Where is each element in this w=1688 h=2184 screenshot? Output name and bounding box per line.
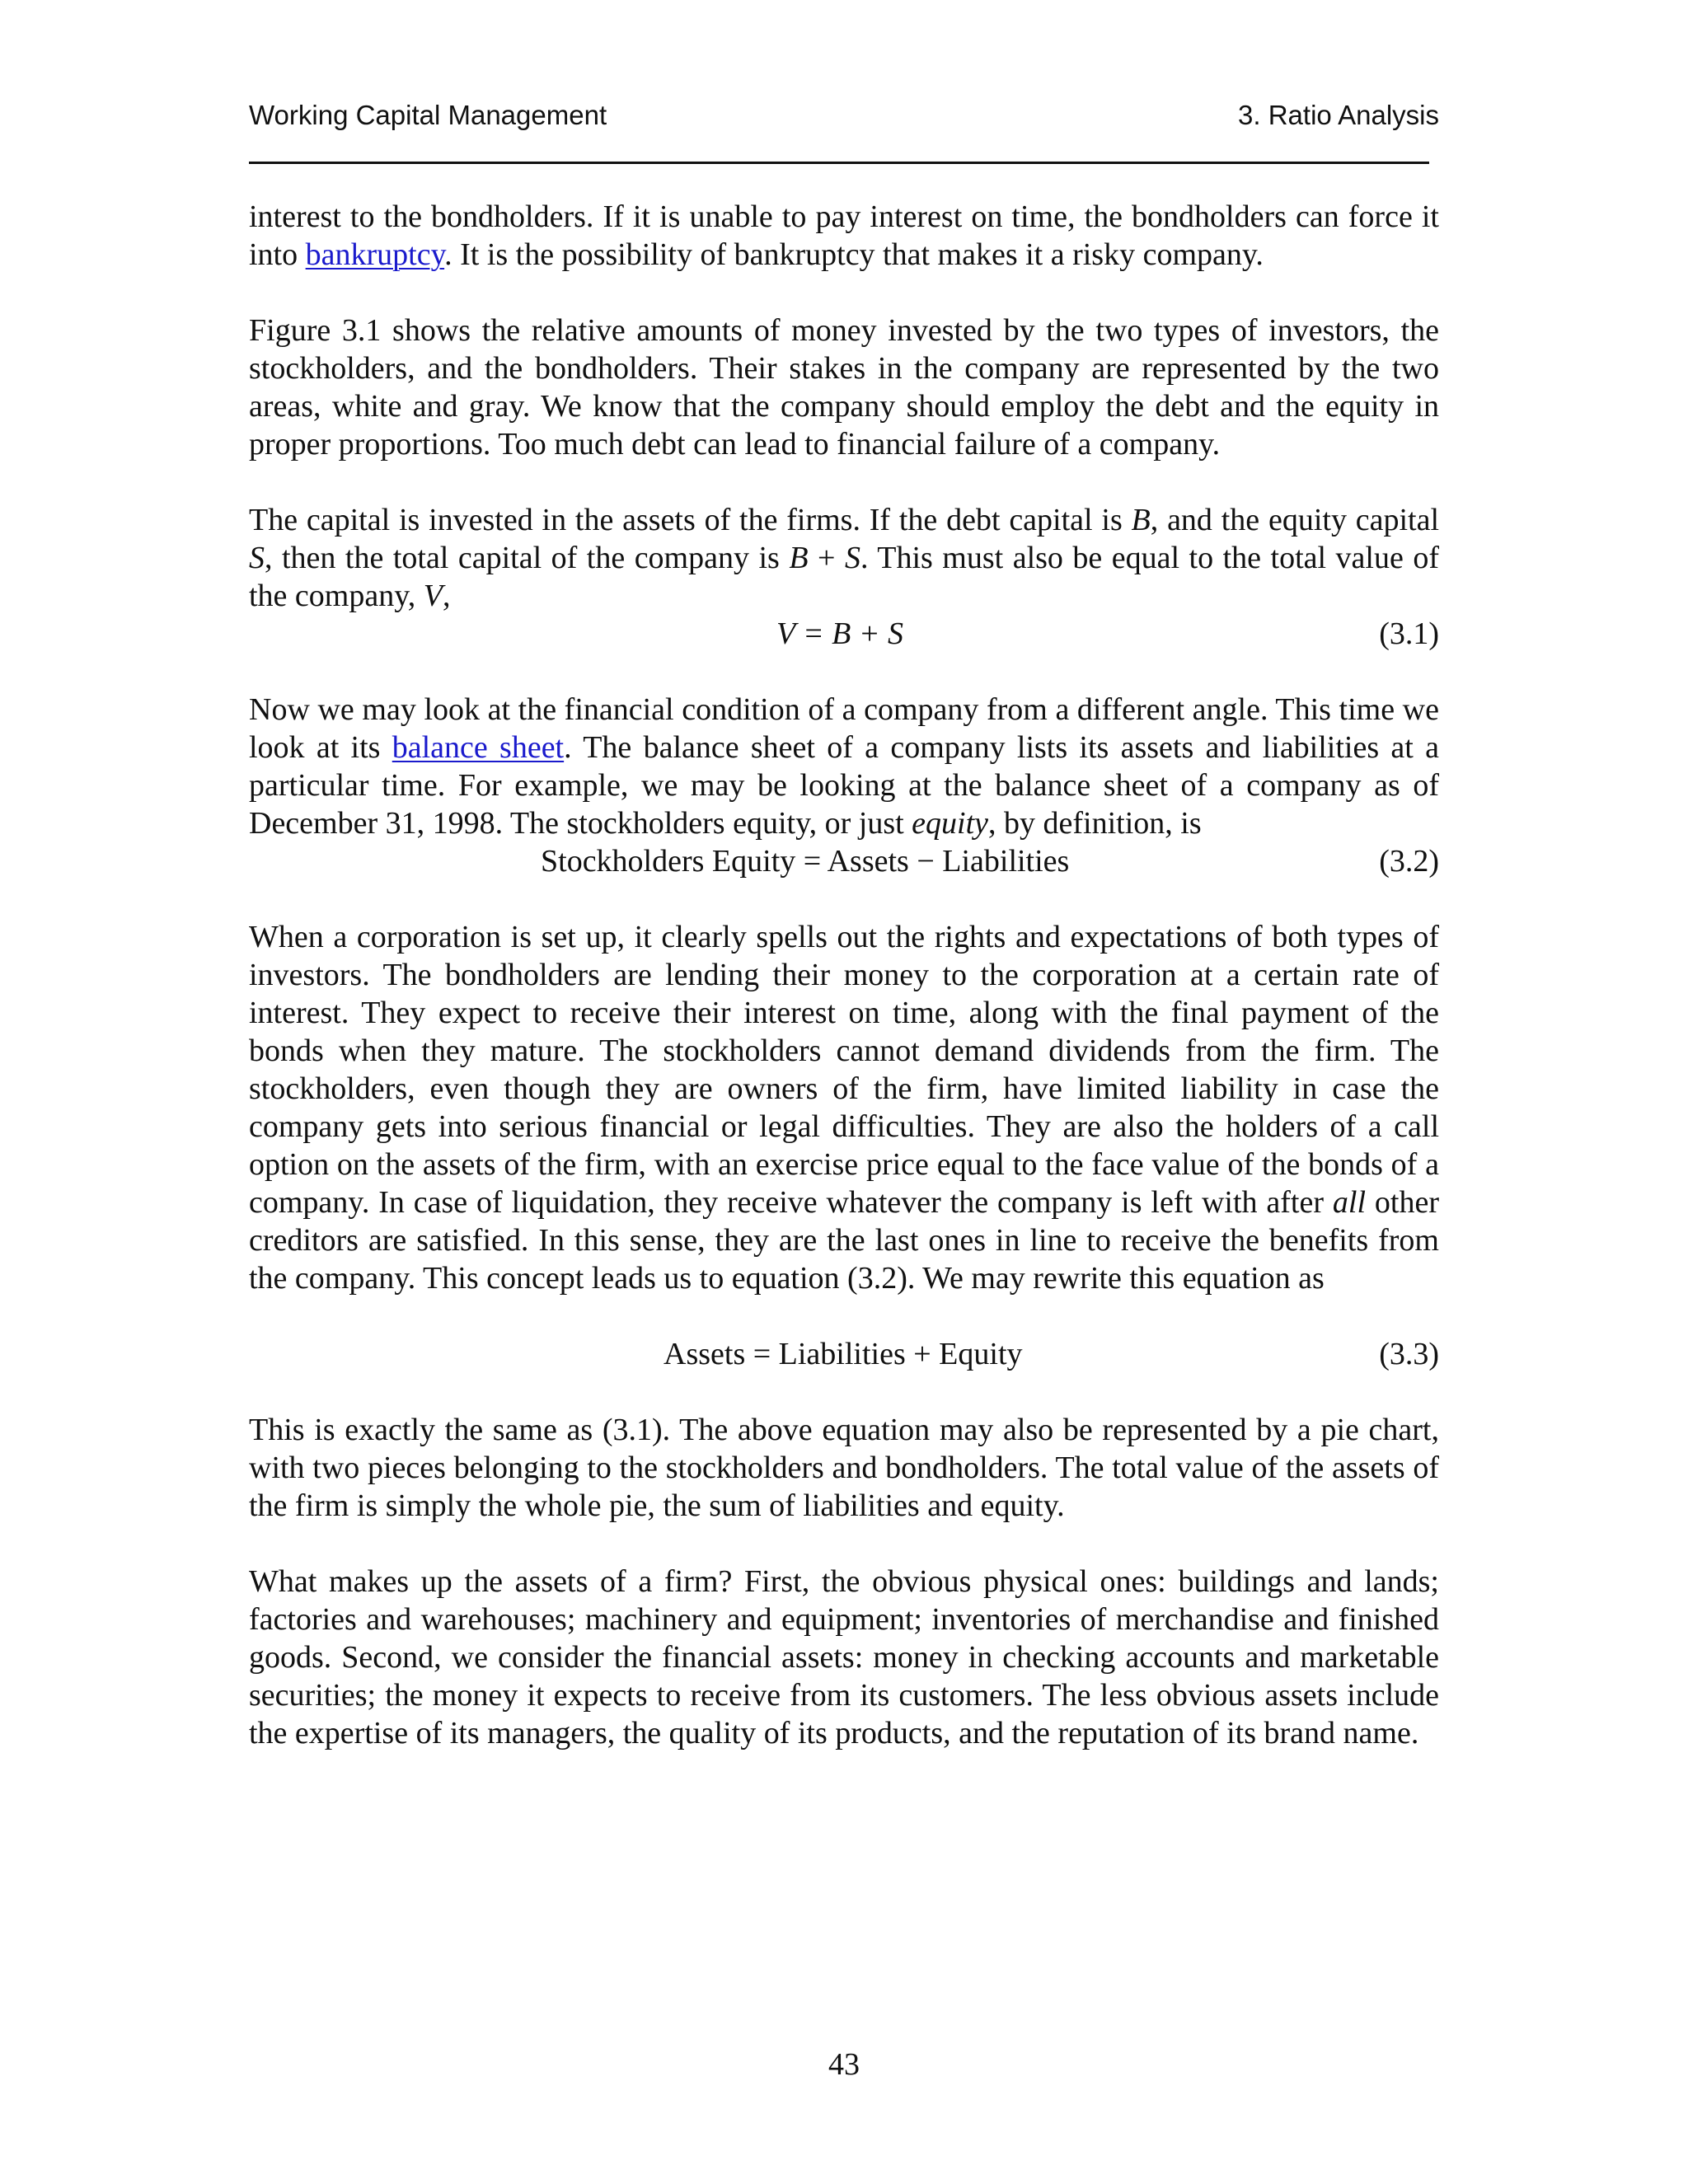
header-chapter-title: Working Capital Management [249,100,607,130]
paragraph-text: . It is the possibility of bankruptcy that makes it a risky company. [444,237,1264,272]
paragraph-text: . The balance sheet of a company lists its assets and liabilities at a particular time. For example, we may be looking at the balance sheet of a company as of December 31, 1998. The stockholders equity, or just [249,730,1439,841]
document-page [249,0,1439,2184]
paragraph-pie-chart: This is exactly the same as (3.1). The above equation may also be represented by a pie chart, with two pieces belonging to the stockholders and bondholders. The total value of the assets of the firm is simply the whole pie, the sum of liabilities and equity. [249,1413,1439,1523]
header-section-title: 3. Ratio Analysis [1238,100,1439,130]
body-text [249,198,1439,1790]
paragraph-figure-reference: Figure 3.1 shows the relative amounts of money invested by the two types of investors, the stockholders, and the bondholders. Their stakes in the company are represented by the two areas, white and gray. We know that the company should employ the debt and the equity in proper proportions. Too much debt can lead to financial failure of a company. [249,313,1439,462]
paragraph-text: other creditors are satisfied. In this sense, they are the last ones in line to receive the benefits from the company. This concept leads us to equation (3.2). We may rewrite this equation as [249,1185,1439,1296]
paragraph-text: Now we may look at the financial condition of a company from a different angle. This time we look at its [249,692,1439,765]
equation-3-1 [249,615,1439,653]
paragraph-text: interest to the bondholders. If it is unable to pay interest on time, the bondholders can force it into [249,199,1439,272]
bankruptcy-link[interactable]: bankruptcy [305,237,445,272]
page-number: 43 [828,2047,860,2082]
equation-expression: Assets = Liabilities + Equity [663,1337,1023,1371]
paragraph-assets: What makes up the assets of a firm? First, the obvious physical ones: buildings and lands; factories and warehouses; machinery and equipment; inventories of merchandise and finished goods. Second, we consider the financial assets: money in checking accounts and marketable securities; the money it expects to receive from its customers. The less obvious assets include the expertise of its managers, the quality of its products, and the reputation of its brand name. [249,1564,1439,1750]
variable-s: S [249,541,265,575]
equation-number: (3.2) [1379,844,1439,879]
equation-3-2 [249,842,1439,880]
equation-number: (3.1) [1379,616,1439,651]
paragraph-bankruptcy [249,198,1439,274]
paragraph-text: The capital is invested in the assets of the firms. If the debt capital is [249,503,1132,537]
paragraph-text: , and the equity capital [1150,503,1440,537]
emphasis-text: all [1332,1185,1367,1220]
equation-expression: Stockholders Equity = Assets − Liabilities [541,844,1070,879]
paragraph-capital [249,501,1439,615]
paragraph-text: , then the total capital of the company is [265,541,790,575]
paragraph-text: When a corporation is set up, it clearly spells out the rights and expectations of both types of investors. The bondholders are lending their money to the corporation at a certain rate of interest. They expect to receive their interest on time, along with the final payment of the bonds when they mature. The stockholders cannot demand dividends from the firm. The stockholders, even though they are owners of the firm, have limited liability in case the company gets into serious financial or legal difficulties. They are also the holders of a call option on the assets of the firm, with an exercise price equal to the face value of the bonds of a company. In case of liquidation, they receive whatever the company is left with after [249,920,1439,1220]
equation-expression: V = B + S [776,616,904,651]
paragraph-balance-sheet [249,691,1439,842]
equation-number: (3.3) [1379,1337,1439,1371]
balance-sheet-link[interactable]: balance sheet [392,730,565,765]
paragraph-corporation [249,918,1439,1297]
paragraph-text: + [808,541,845,575]
running-header [249,97,1439,134]
header-divider [249,162,1429,164]
variable-b: B [1131,503,1151,537]
paragraph-text: , by definition, is [988,806,1202,841]
variable-s: S [844,541,860,575]
paragraph-text: , [442,579,451,613]
paragraph-text: . This must also be equal to the total value of the company, [249,541,1439,613]
emphasis-text: equity [912,806,989,841]
variable-v: V [423,579,443,613]
variable-b: B [789,541,809,575]
equation-3-3 [249,1335,1439,1373]
